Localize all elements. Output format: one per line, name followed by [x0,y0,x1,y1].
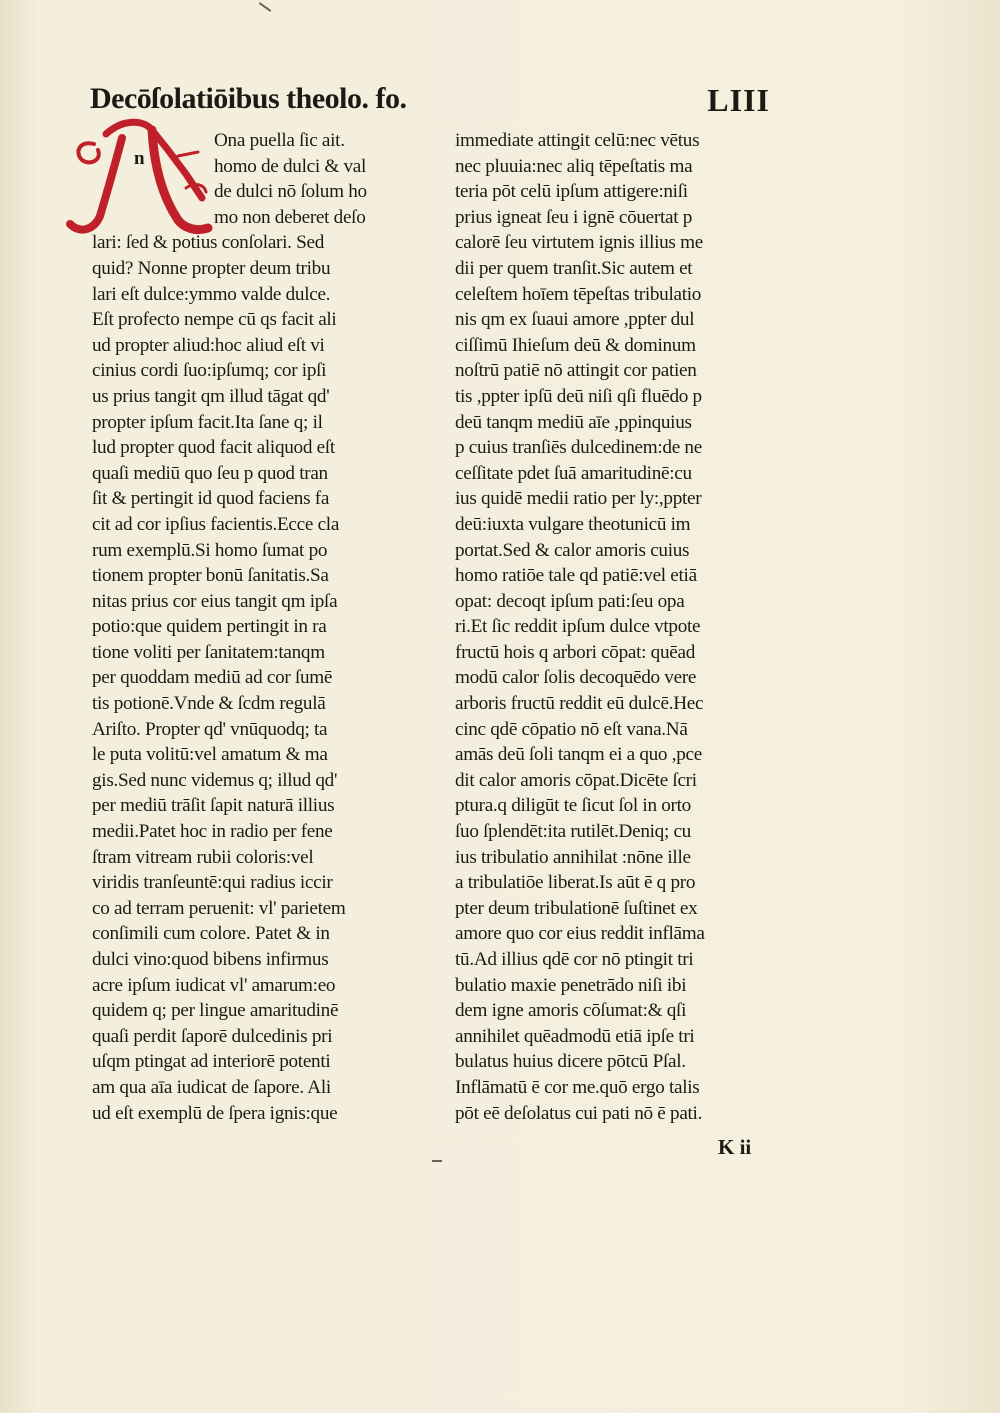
text-line: per quoddam mediū ad cor ſumē [92,667,333,689]
ink-mark [432,1160,442,1162]
text-line: le puta volitū:vel amatum & ma [92,744,328,766]
text-line: amore quo cor eius reddit inflāma [455,923,705,945]
text-line: per mediū trāſit ſapit naturā illius [92,795,335,817]
folio-number: LIII [707,82,770,118]
text-line: opat: decoqt ipſum pati:ſeu opa [455,590,685,612]
text-line: quidem q; per lingue amaritudinē [92,1000,339,1022]
text-line: ptura.q diligūt te ſicut ſol in orto [455,795,691,817]
text-line: dem igne amoris cōſumat:& qſi [455,1000,687,1022]
text-line: tione voliti per ſanitatem:tanqm [92,641,325,663]
text-line: gis.Sed nunc videmus q; illud qd' [92,769,338,791]
text-line: homo ratiōe tale qd patiē:vel etiā [455,565,697,587]
text-line: tis potionē.Vnde & ſcdm regulā [92,693,326,715]
text-line: arboris fructū reddit eū dulcē.Hec [455,693,704,715]
text-line: deū tanqm mediū aīe ,ppinquius [455,411,692,433]
text-line: a tribulatiōe liberat.Is aūt ē q pro [455,872,696,894]
text-line: am qua aīa iudicat de ſapore. Ali [92,1076,331,1098]
text-line: deū:iuxta vulgare theotunicū im [455,513,691,535]
text-line: dulci vino:quod bibens infirmus [92,949,329,970]
text-line: annihilet quēadmodū etiā ipſe tri [455,1025,695,1047]
text-line: portat.Sed & calor amoris cuius [455,539,690,561]
guide-letter: n [134,148,145,169]
text-line: modū calor ſolis decoquēdo vere [455,667,697,689]
text-line: quaſi perdit ſaporē dulcedinis pri [92,1025,333,1047]
text-line: us prius tangit qm illud tāgat qd' [92,385,330,407]
text-line: homo de dulci & val [214,155,367,177]
text-line: lari eſt dulce:ymmo valde dulce. [92,283,331,305]
text-line: Ona puella ſic ait. [214,130,345,151]
text-line: Eſt profecto nempe cū qs facit ali [92,309,337,331]
text-line: nec pluuia:nec aliq tēpeſtatis ma [455,155,693,177]
text-line: ius quidē medii ratio per ly:,ppter [455,488,702,510]
text-line: dit calor amoris cōpat.Dicēte ſcri [455,769,697,791]
text-line: ri.Et ſic reddit ipſum dulce vtpote [455,616,701,638]
text-line: prius igneat ſeu i ignē cōuertat p [455,206,693,228]
text-line: cinc qdē cōpatio nō eſt vana.Nā [455,718,688,740]
text-line: uſqm ptingat ad interiorē potenti [92,1051,331,1073]
text-line: mo non deberet deſo [214,206,366,228]
text-line: tis ,ppter ipſū deū niſi qſi fluēdo p [455,385,702,407]
text-line: medii.Patet hoc in radio per fene [92,821,333,843]
text-line: propter ipſum facit.Ita ſane q; il [92,411,323,433]
text-line: ud eſt exemplū de ſpera ignis:que [92,1102,338,1124]
text-line: fructū hois q arbori cōpat: quēad [455,641,695,663]
text-line: viridis tranſeuntē:qui radius iccir [92,872,333,894]
text-line: tionem propter bonū ſanitatis.Sa [92,565,329,587]
text-line: bulatio maxie penetrādo niſi ibi [455,974,687,996]
text-line: ſit & pertingit id quod faciens fa [92,488,330,510]
text-line: lari: ſed & potius conſolari. Sed [92,232,325,254]
text-line: ceſſitate pdet ſuā amaritudinē:cu [455,462,692,484]
right-column [455,128,805,1126]
text-line: acre ipſum iudicat vl' amarum:eo [92,974,336,996]
text-line: p cuius tranſiēs dulcedinem:de ne [455,437,702,459]
text-line: celeſtem hoīem tēpeſtas tribulatio [455,283,702,305]
text-line: calorē ſeu virtutem ignis illius me [455,232,703,254]
text-line: nitas prius cor eius tangit qm ipſa [92,590,338,612]
text-line: de dulci nō ſolum ho [214,181,367,203]
ink-mark [259,2,272,12]
text-line: rum exemplū.Si homo ſumat po [92,539,328,561]
text-line: pōt eē deſolatus cui pati nō ē pati. [455,1102,703,1124]
text-line: pter deum tribulationē ſuſtinet ex [455,897,698,919]
text-line: Inflāmatū ē cor me.quō ergo talis [455,1076,700,1098]
text-line: potio:que quidem pertingit in ra [92,616,327,638]
text-line: cinius cordi ſuo:ipſumq; cor ipſi [92,360,327,382]
text-line: ciſſimū Ihieſum deū & dominum [455,334,696,356]
text-line: Ariſto. Propter qd' vnūquodq; ta [92,718,328,740]
text-line: dii per quem tranſit.Sic autem et [455,257,693,279]
text-line: immediate attingit celū:nec vētus [455,130,700,151]
text-line: co ad terram peruenit: vl' parietem [92,897,346,919]
left-column [92,128,437,1126]
text-line: teria pōt celū ipſum attigere:niſi [455,181,688,203]
text-line: bulatus huius dicere pōtcū Pſal. [455,1051,686,1073]
text-line: nis qm ex ſuaui amore ,ppter dul [455,309,695,331]
signature-mark: K ii [718,1135,752,1159]
text-line: ſtram vitream rubii coloris:vel [92,846,314,868]
text-line: lud propter quod facit aliquod eſt [92,437,335,459]
text-line: cit ad cor ipſius facientis.Ecce cla [92,513,340,535]
text-line: quid? Nonne propter deum tribu [92,257,331,279]
text-line: ius tribulatio annihilat :nōne ille [455,846,691,868]
running-title: Decōſolatiōibus theolo. fo. [90,82,407,115]
text-line: tū.Ad illius qdē cor nō ptingit tri [455,949,694,970]
text-line: amās deū ſoli tanqm ei a quo ,pce [455,744,702,766]
text-line: conſimili cum colore. Patet & in [92,923,330,945]
text-line: noſtrū patiē nō attingit cor patien [455,360,697,382]
text-line: ſuo ſplendēt:ita rutilēt.Deniq; cu [455,821,691,843]
text-line: ud propter aliud:hoc aliud eſt vi [92,334,325,356]
text-line: quaſi mediū quo ſeu p quod tran [92,462,328,484]
